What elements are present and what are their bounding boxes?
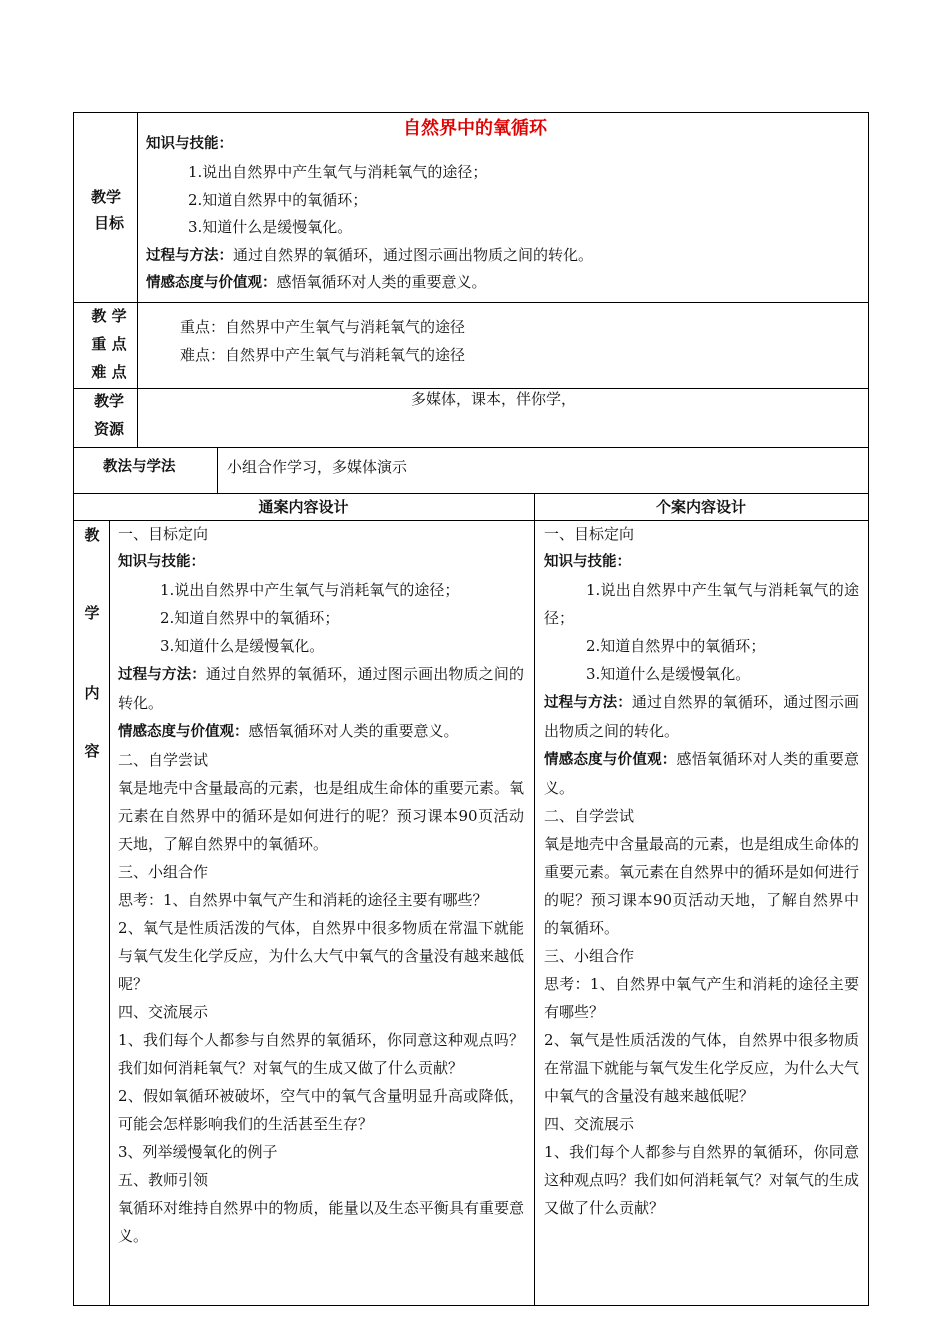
resources-text: 多媒体，课本，伴你学， (411, 390, 577, 408)
resources-label-line1: 教学 (93, 392, 124, 410)
design-line: 五、教师引领 (118, 1171, 209, 1189)
design-line: 2.知道自然界中的氧循环； (160, 609, 340, 627)
side-char: 内 (84, 684, 100, 702)
design-line: 知识与技能： (118, 554, 205, 570)
design-center-divider (534, 493, 535, 1305)
design-line: 氧循环对维持自然界中的物质，能量以及生态平衡具有重要意义。 (118, 1199, 524, 1245)
table-border-left (73, 112, 74, 1306)
design-line: 3、列举缓慢氧化的例子 (118, 1143, 278, 1161)
emotion-text: 感悟氧循环对人类的重要意义。 (248, 722, 459, 740)
design-line: 思考：1、自然界中氧气产生和消耗的途径主要有哪些？ (118, 891, 488, 909)
focus-text: 重点：自然界中产生氧气与消耗氧气的途径 (180, 318, 466, 336)
emotion-text: 感悟氧循环对人类的重要意义。 (276, 273, 487, 291)
row-divider (73, 447, 869, 448)
process-heading: 过程与方法： (146, 248, 233, 264)
resources-label (86, 387, 132, 443)
knowledge-heading: 知识与技能： (146, 136, 233, 152)
individual-design-content (544, 520, 859, 1222)
key-points-label-line1: 教 学 (91, 307, 127, 325)
key-points-label (84, 302, 134, 386)
design-line: 三、小组合作 (544, 947, 635, 965)
design-line: 三、小组合作 (118, 863, 209, 881)
process-text: 通过自然界的氧循环，通过图示画出物质之间的转化。 (118, 665, 524, 712)
objective-item: 1.说出自然界中产生氧气与消耗氧气的途径； (188, 163, 488, 181)
process-heading: 过程与方法： (118, 667, 206, 683)
objective-item: 3.知道什么是缓慢氧化。 (188, 218, 353, 236)
design-line (544, 688, 859, 745)
process-text: 通过自然界的氧循环，通过图示画出物质之间的转化。 (233, 246, 594, 264)
design-line: 知识与技能： (544, 554, 631, 570)
design-line: 3.知道什么是缓慢氧化。 (160, 637, 325, 655)
design-line: 2.知道自然界中的氧循环； (586, 637, 766, 655)
design-line: 1、我们每个人都参与自然界的氧循环，你同意这种观点吗？我们如何消耗氧气？对氧气的生成又做了什么贡献？ (118, 1031, 524, 1077)
process-line (146, 245, 593, 266)
design-line: 二、自学尝试 (544, 807, 635, 825)
design-line: 1.说出自然界中产生氧气与消耗氧气的途径； (544, 581, 859, 627)
design-line: 氧是地壳中含量最高的元素，也是组成生命体的重要元素。氧元素在自然界中的循环是如何进行的呢？预习课本90页活动天地，了解自然界中的氧循环。 (544, 835, 860, 937)
row-divider (73, 302, 869, 303)
emotion-text: 感悟氧循环对人类的重要意义。 (544, 750, 859, 797)
design-line: 2、氧气是性质活泼的气体，自然界中很多物质在常温下就能与氧气发生化学反应，为什么大气中氧气的含量没有越来越低呢？ (118, 919, 524, 993)
methods-divider (217, 447, 218, 493)
objectives-label-line2: 目标 (93, 214, 124, 232)
key-points-label-line3: 难 点 (91, 363, 127, 381)
emotion-heading: 情感态度与价值观： (544, 752, 677, 768)
common-design-content (118, 520, 524, 1250)
emotion-line (146, 272, 487, 293)
design-line (118, 717, 524, 746)
design-line: 1.说出自然界中产生氧气与消耗氧气的途径； (160, 581, 460, 599)
objectives-label-line1: 教学 (90, 188, 121, 206)
emotion-heading: 情感态度与价值观： (146, 275, 277, 291)
design-line: 一、目标定向 (544, 525, 635, 543)
table-border-bottom (73, 1305, 869, 1306)
side-char: 容 (84, 742, 100, 760)
row-divider (73, 493, 869, 494)
design-line: 四、交流展示 (544, 1115, 635, 1133)
design-line: 二、自学尝试 (118, 751, 209, 769)
side-label-divider (109, 520, 110, 1305)
page-title: 自然界中的氧循环 (403, 118, 547, 139)
design-line: 1、我们每个人都参与自然界的氧循环，你同意这种观点吗？我们如何消耗氧气？对氧气的生成又做了什么贡献？ (544, 1143, 860, 1217)
difficulty-text: 难点：自然界中产生氧气与消耗氧气的途径 (180, 346, 466, 364)
process-text: 通过自然界的氧循环，通过图示画出物质之间的转化。 (544, 693, 859, 740)
individual-design-header: 个案内容设计 (655, 498, 746, 516)
objectives-label (84, 184, 128, 236)
key-points-label-line2: 重 点 (91, 335, 127, 353)
design-line: 四、交流展示 (118, 1003, 209, 1021)
design-line (118, 660, 524, 717)
design-line: 3.知道什么是缓慢氧化。 (586, 665, 751, 683)
design-line: 2、假如氧循环被破坏，空气中的氧气含量明显升高或降低，可能会怎样影响我们的生活甚至生存？ (118, 1087, 524, 1133)
resources-label-line2: 资源 (93, 420, 124, 438)
design-line: 2、氧气是性质活泼的气体，自然界中很多物质在常温下就能与氧气发生化学反应，为什么大气中氧气的含量没有越来越低呢？ (544, 1031, 860, 1105)
methods-text: 小组合作学习，多媒体演示 (227, 458, 408, 476)
methods-label: 教法与学法 (103, 459, 176, 475)
design-line: 思考：1、自然界中氧气产生和消耗的途径主要有哪些？ (544, 975, 859, 1021)
side-char: 教 (84, 526, 100, 544)
emotion-heading: 情感态度与价值观： (118, 724, 249, 740)
common-design-header: 通案内容设计 (258, 498, 349, 516)
process-heading: 过程与方法： (544, 695, 632, 711)
side-char: 学 (84, 604, 100, 622)
label-column-divider (137, 112, 138, 447)
table-border-top (73, 112, 869, 113)
objective-item: 2.知道自然界中的氧循环； (188, 191, 368, 209)
design-line: 氧是地壳中含量最高的元素，也是组成生命体的重要元素。氧元素在自然界中的循环是如何进行的呢？预习课本90页活动天地，了解自然界中的氧循环。 (118, 779, 524, 853)
design-line (544, 745, 859, 802)
design-line: 一、目标定向 (118, 525, 209, 543)
table-border-right (868, 112, 869, 1306)
